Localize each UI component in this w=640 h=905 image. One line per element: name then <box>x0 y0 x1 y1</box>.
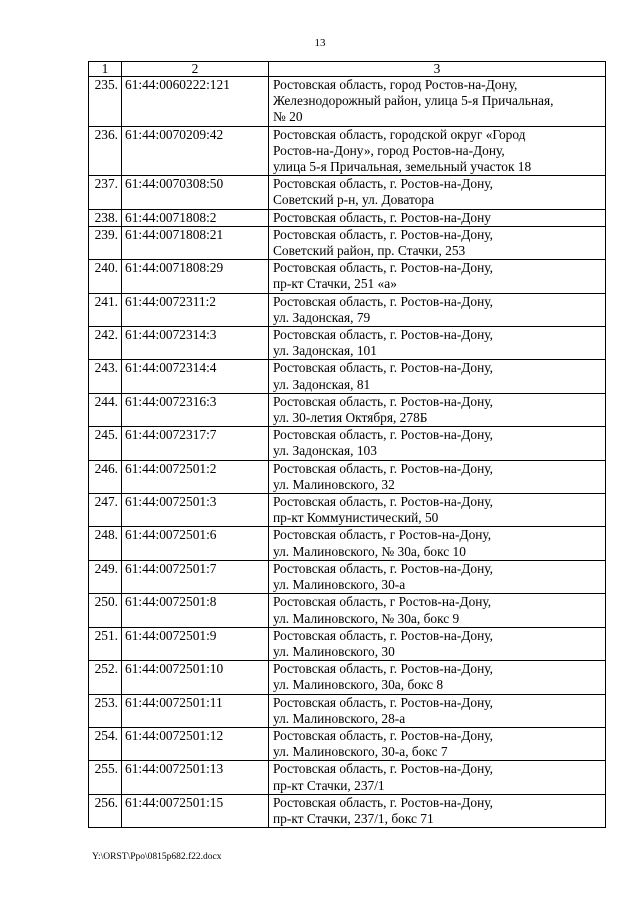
address-line: Советский район, пр. Стачки, 253 <box>273 243 466 259</box>
cadastral-number: 61:44:0072311:2 <box>122 293 269 326</box>
address-line: ул. Малиновского, 30 <box>273 643 395 659</box>
address-cell <box>269 77 606 127</box>
row-number: 238. <box>89 209 122 226</box>
address-line: ул. Малиновского, 30-а <box>273 577 406 593</box>
address-line: Ростовская область, г Ростов-на-Дону, <box>273 594 492 610</box>
address-cell <box>269 761 606 794</box>
cadastral-number: 61:44:0072316:3 <box>122 393 269 426</box>
address-cell <box>269 794 606 827</box>
address-line: Ростовская область, г. Ростов-на-Дону, <box>273 293 493 309</box>
row-number: 236. <box>89 126 122 176</box>
address-line: Ростовская область, г. Ростов-на-Дону, <box>273 560 493 576</box>
address-cell <box>269 460 606 493</box>
address-line: ул. Малиновского, № 30а, бокс 9 <box>273 610 460 626</box>
address-cell <box>269 209 606 226</box>
row-number: 247. <box>89 494 122 527</box>
cadastral-number: 61:44:0071808:21 <box>122 226 269 259</box>
table-header-row <box>89 62 606 77</box>
table-row <box>89 727 606 760</box>
address-line: Ростовская область, г. Ростов-на-Дону, <box>273 761 493 777</box>
row-number: 251. <box>89 627 122 660</box>
table-row <box>89 77 606 127</box>
address-line: ул. Малиновского, 32 <box>273 476 395 492</box>
address-cell <box>269 260 606 293</box>
registry-table <box>88 61 606 828</box>
table-row <box>89 460 606 493</box>
address-line: ул. Малиновского, 30-а, бокс 7 <box>273 744 448 760</box>
cadastral-number: 61:44:0070308:50 <box>122 176 269 209</box>
address-cell <box>269 327 606 360</box>
address-line: ул. Малиновского, 28-а <box>273 710 406 726</box>
cadastral-number: 61:44:0060222:121 <box>122 77 269 127</box>
row-number: 246. <box>89 460 122 493</box>
table-row <box>89 126 606 176</box>
address-cell <box>269 594 606 627</box>
cadastral-number: 61:44:0072501:3 <box>122 494 269 527</box>
table-row <box>89 176 606 209</box>
address-line: Ростовская область, г. Ростов-на-Дону <box>273 209 491 225</box>
address-line: Ростовская область, г. Ростов-на-Дону, <box>273 226 493 242</box>
table-row <box>89 293 606 326</box>
header-col-3: 3 <box>269 62 606 77</box>
table-row <box>89 260 606 293</box>
address-line: ул. Малиновского, № 30а, бокс 10 <box>273 543 466 559</box>
address-line: Ростовская область, г. Ростов-на-Дону, <box>273 694 493 710</box>
address-line: ул. Задонская, 81 <box>273 376 371 392</box>
cadastral-number: 61:44:0072501:8 <box>122 594 269 627</box>
table-row <box>89 761 606 794</box>
address-cell <box>269 494 606 527</box>
row-number: 241. <box>89 293 122 326</box>
registry-table-body <box>89 62 606 828</box>
row-number: 243. <box>89 360 122 393</box>
row-number: 244. <box>89 393 122 426</box>
address-line: № 20 <box>273 109 303 125</box>
address-cell <box>269 694 606 727</box>
table-row <box>89 594 606 627</box>
address-line: ул. Задонская, 101 <box>273 343 377 359</box>
address-line: Ростовская область, г. Ростов-на-Дону, <box>273 661 493 677</box>
address-line: Ростовская область, г. Ростов-на-Дону, <box>273 176 493 192</box>
address-line: пр-кт Коммунистический, 50 <box>273 510 439 526</box>
address-cell <box>269 360 606 393</box>
file-path-footer: Y:\ORST\Ppo\0815p682.f22.docx <box>92 852 222 862</box>
address-line: ул. Задонская, 79 <box>273 309 371 325</box>
row-number: 254. <box>89 727 122 760</box>
address-line: ул. Малиновского, 30а, бокс 8 <box>273 677 444 693</box>
table-row <box>89 560 606 593</box>
page-number: 13 <box>314 37 326 49</box>
address-line: Советский р-н, ул. Доватора <box>273 192 435 208</box>
cadastral-number: 61:44:0070209:42 <box>122 126 269 176</box>
address-line: Ростовская область, г. Ростов-на-Дону, <box>273 360 493 376</box>
address-line: Ростовская область, городской округ «Город <box>273 126 526 142</box>
row-number: 235. <box>89 77 122 127</box>
row-number: 242. <box>89 327 122 360</box>
table-row <box>89 661 606 694</box>
table-row <box>89 226 606 259</box>
table-row <box>89 393 606 426</box>
address-cell <box>269 560 606 593</box>
cadastral-number: 61:44:0072501:11 <box>122 694 269 727</box>
row-number: 255. <box>89 761 122 794</box>
cadastral-number: 61:44:0072501:12 <box>122 727 269 760</box>
address-cell <box>269 126 606 176</box>
row-number: 249. <box>89 560 122 593</box>
table-row <box>89 360 606 393</box>
row-number: 237. <box>89 176 122 209</box>
address-line: пр-кт Стачки, 251 «а» <box>273 276 397 292</box>
address-line: Ростовская область, город Ростов-на-Дону, <box>273 77 518 92</box>
address-cell <box>269 176 606 209</box>
address-line: Ростов-на-Дону», город Ростов-на-Дону, <box>273 142 505 158</box>
table-row <box>89 794 606 827</box>
table-row <box>89 494 606 527</box>
table-row <box>89 327 606 360</box>
address-line: Ростовская область, г. Ростов-на-Дону, <box>273 727 493 743</box>
cadastral-number: 61:44:0072314:3 <box>122 327 269 360</box>
address-line: Ростовская область, г. Ростов-на-Дону, <box>273 794 493 810</box>
cadastral-number: 61:44:0072501:10 <box>122 661 269 694</box>
address-cell <box>269 427 606 460</box>
address-line: Ростовская область, г. Ростов-на-Дону, <box>273 427 493 443</box>
address-line: пр-кт Стачки, 237/1 <box>273 777 385 793</box>
header-col-1: 1 <box>89 62 122 77</box>
table-row <box>89 527 606 560</box>
cadastral-number: 61:44:0072314:4 <box>122 360 269 393</box>
table-row <box>89 627 606 660</box>
cadastral-number: 61:44:0072501:7 <box>122 560 269 593</box>
address-cell <box>269 226 606 259</box>
row-number: 253. <box>89 694 122 727</box>
row-number: 239. <box>89 226 122 259</box>
table-row <box>89 694 606 727</box>
address-line: Ростовская область, г. Ростов-на-Дону, <box>273 494 493 510</box>
address-line: улица 5-я Причальная, земельный участок 18 <box>273 159 532 175</box>
cadastral-number: 61:44:0071808:29 <box>122 260 269 293</box>
header-col-2: 2 <box>122 62 269 77</box>
cadastral-number: 61:44:0072501:2 <box>122 460 269 493</box>
cadastral-number: 61:44:0072501:13 <box>122 761 269 794</box>
address-line: Ростовская область, г. Ростов-на-Дону, <box>273 627 493 643</box>
cadastral-number: 61:44:0072501:9 <box>122 627 269 660</box>
row-number: 240. <box>89 260 122 293</box>
address-line: Ростовская область, г Ростов-на-Дону, <box>273 527 492 543</box>
address-cell <box>269 527 606 560</box>
cadastral-number: 61:44:0071808:2 <box>122 209 269 226</box>
address-line: Железнодорожный район, улица 5-я Причальная, <box>273 93 554 109</box>
address-line: Ростовская область, г. Ростов-на-Дону, <box>273 393 493 409</box>
row-number: 248. <box>89 527 122 560</box>
row-number: 252. <box>89 661 122 694</box>
address-line: ул. 30-летия Октября, 278Б <box>273 410 428 426</box>
row-number: 256. <box>89 794 122 827</box>
row-number: 250. <box>89 594 122 627</box>
cadastral-number: 61:44:0072501:6 <box>122 527 269 560</box>
address-cell <box>269 661 606 694</box>
address-line: пр-кт Стачки, 237/1, бокс 71 <box>273 810 434 826</box>
address-cell <box>269 393 606 426</box>
address-line: Ростовская область, г. Ростов-на-Дону, <box>273 327 493 343</box>
address-line: Ростовская область, г. Ростов-на-Дону, <box>273 460 493 476</box>
row-number: 245. <box>89 427 122 460</box>
address-cell <box>269 727 606 760</box>
address-line: ул. Задонская, 103 <box>273 443 377 459</box>
cadastral-number: 61:44:0072501:15 <box>122 794 269 827</box>
address-cell <box>269 627 606 660</box>
cadastral-number: 61:44:0072317:7 <box>122 427 269 460</box>
address-line: Ростовская область, г. Ростов-на-Дону, <box>273 260 493 276</box>
table-row <box>89 427 606 460</box>
table-row <box>89 209 606 226</box>
address-cell <box>269 293 606 326</box>
